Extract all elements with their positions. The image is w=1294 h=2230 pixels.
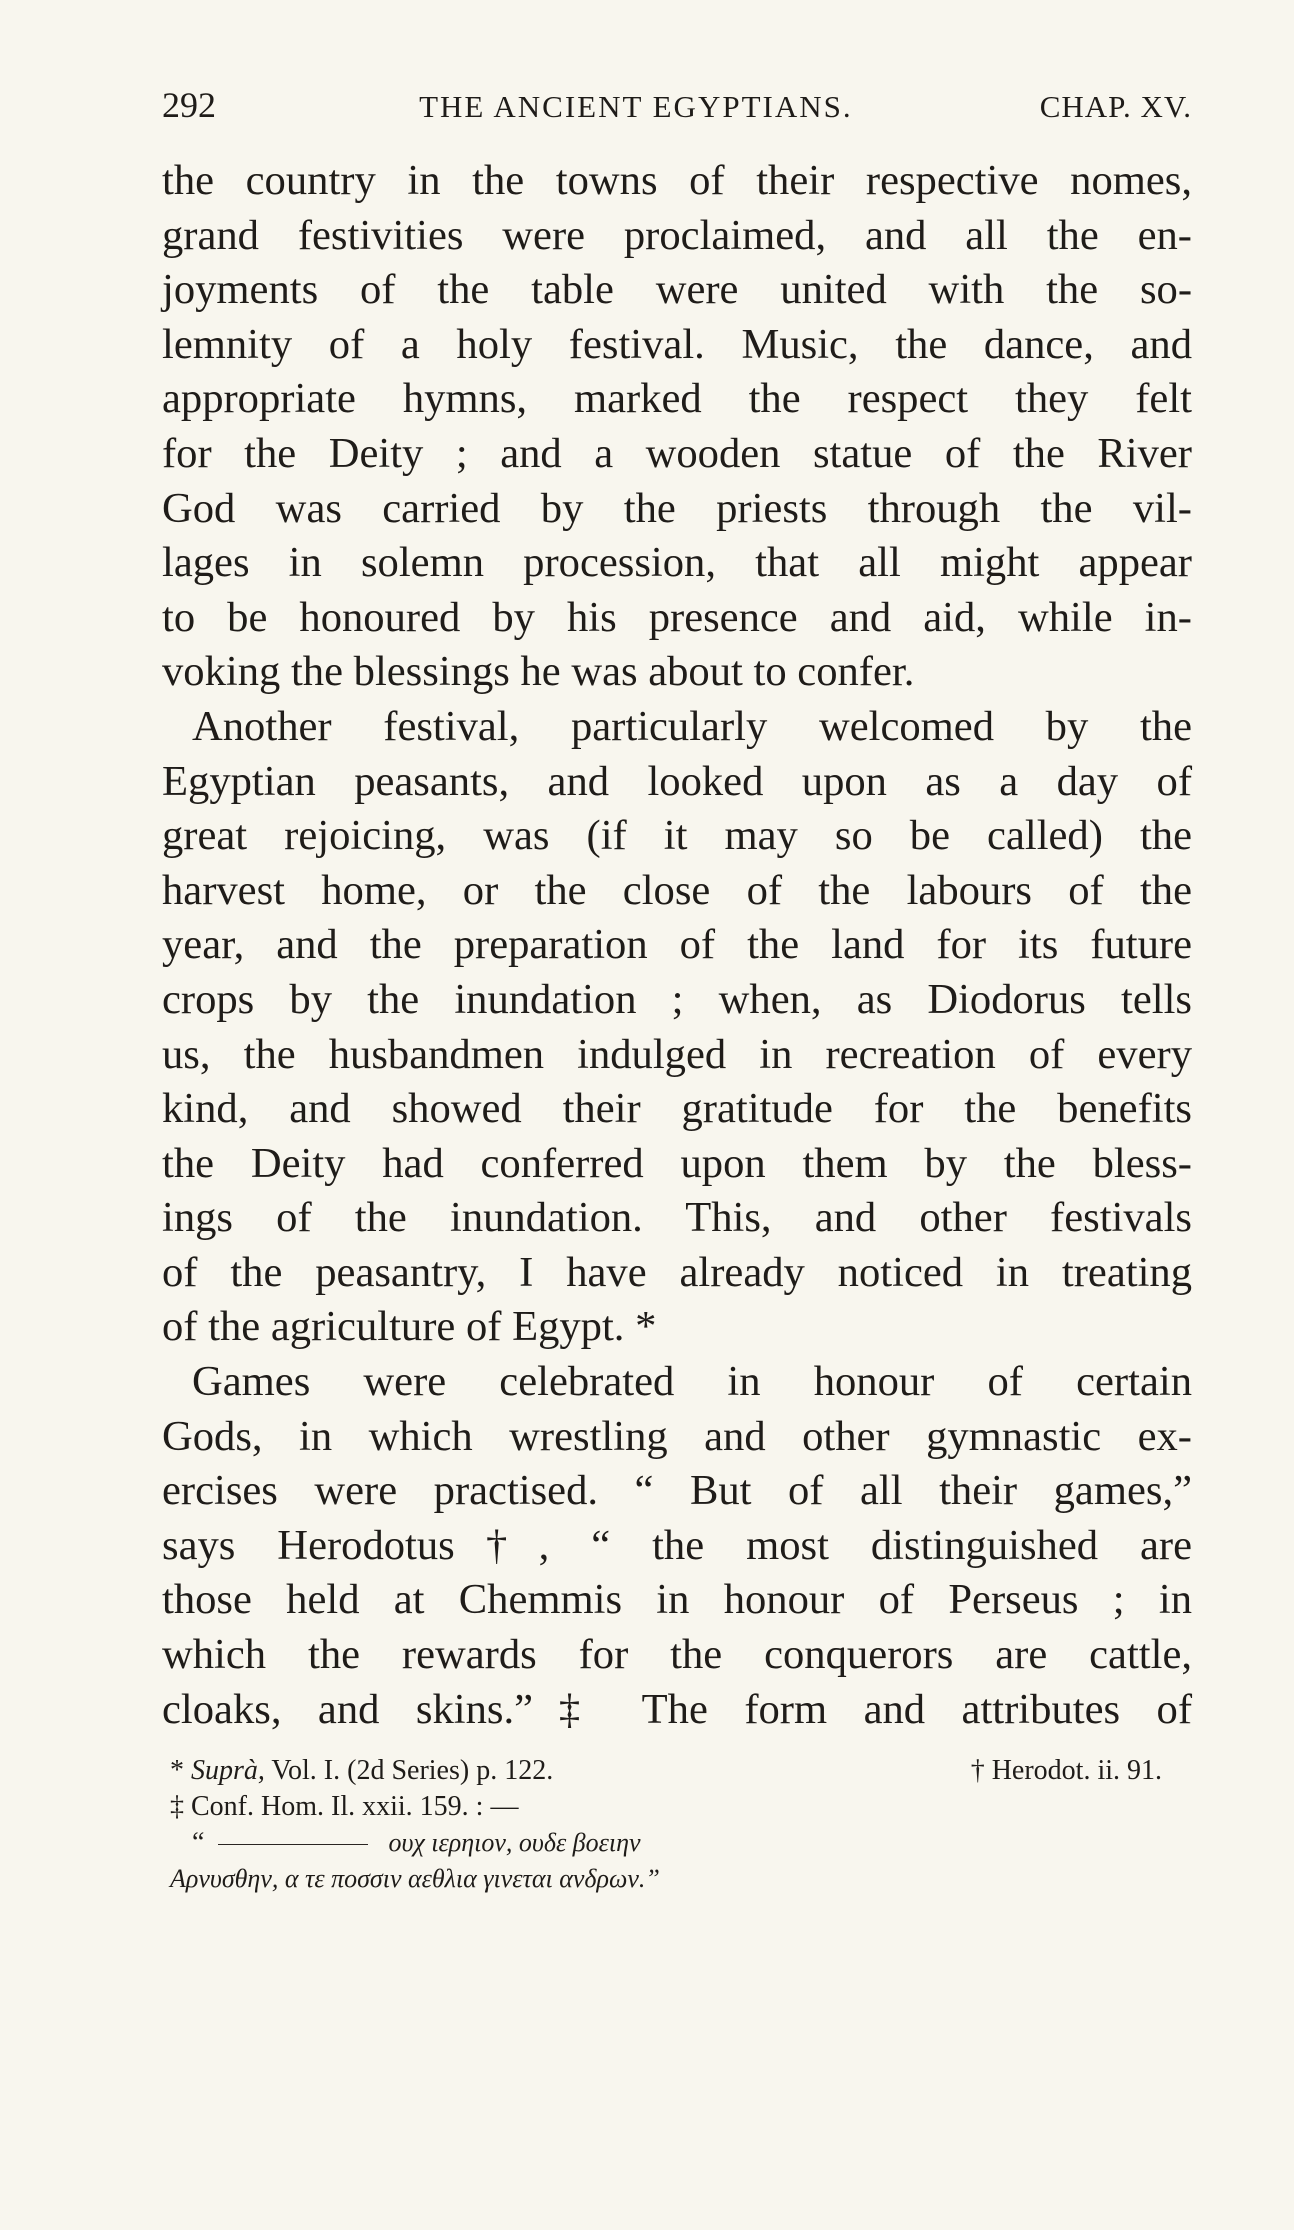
footnote-1 (170, 1753, 553, 1789)
footnote-row (162, 1753, 1192, 1789)
text-line: those held at Chemmis in honour of Perseus ; in (162, 1576, 1192, 1624)
footnote-2: † Herodot. ii. 91. (970, 1755, 1162, 1787)
chapter-label: CHAP. XV. (1039, 89, 1192, 124)
main-text (162, 154, 1192, 1737)
text-line: us, the husbandmen indulged in recreation of every (162, 1030, 1192, 1078)
greek-text: ουχ ιερηιον, ουδε βοειην (388, 1828, 641, 1858)
quote-open: “ (192, 1827, 205, 1859)
text-line: for the Deity ; and a wooden statue of the River (162, 429, 1192, 477)
footnote-marker: * (170, 1755, 184, 1787)
text-line: voking the blessings he was about to confer. (162, 648, 915, 696)
text-line: appropriate hymns, marked the respect they felt (162, 375, 1192, 423)
text-line: of the agriculture of Egypt. * (162, 1303, 657, 1351)
page-number: 292 (162, 85, 216, 125)
text-line: of the peasantry, I have already noticed in treating (162, 1248, 1192, 1296)
greek-quote-line-2: Αρνυσθην, α τε ποσσιν αεθλια γινεται ανδρων.” (170, 1864, 660, 1894)
text-line: joyments of the table were united with the so- (162, 266, 1192, 314)
footnote-text: Vol. I. (2d Series) p. 122. (271, 1755, 554, 1787)
text-line: ercises were practised. “ But of all their games,” (162, 1467, 1192, 1515)
text-line: grand festivities were proclaimed, and all the en- (162, 211, 1192, 259)
text-line: Gods, in which wrestling and other gymnastic ex- (162, 1412, 1192, 1460)
text-line: Games were celebrated in honour of certain (192, 1358, 1192, 1406)
text-line: year, and the preparation of the land for its future (162, 921, 1192, 969)
greek-quote-line-1 (162, 1825, 1192, 1861)
text-line: great rejoicing, was (if it may so be called) the (162, 812, 1192, 860)
text-line: kind, and showed their gratitude for the benefits (162, 1085, 1192, 1133)
text-line: Egyptian peasants, and looked upon as a day of (162, 757, 1192, 805)
text-line: which the rewards for the conquerors are cattle, (162, 1631, 1192, 1679)
dash-rule (218, 1844, 368, 1845)
text-line: Another festival, particularly welcomed by the (192, 702, 1192, 750)
footnote-3: ‡ Conf. Hom. Il. xxii. 159. : — (170, 1791, 519, 1823)
text-line: crops by the inundation ; when, as Diodorus tells (162, 975, 1192, 1023)
text-line: ings of the inundation. This, and other festivals (162, 1194, 1192, 1242)
footnote-italic: Suprà, (191, 1755, 265, 1787)
text-line: the Deity had conferred upon them by the bless- (162, 1139, 1192, 1187)
text-line: the country in the towns of their respective nomes, (162, 157, 1192, 204)
text-line: says Herodotus†, “ the most distinguished are (162, 1521, 1192, 1569)
text-line: to be honoured by his presence and aid, while in- (162, 593, 1192, 641)
running-head (162, 84, 1192, 134)
text-line: lages in solemn procession, that all might appear (162, 539, 1192, 587)
running-title: THE ANCIENT EGYPTIANS. (419, 89, 853, 124)
text-line: cloaks, and skins.”‡ The form and attributes of (162, 1685, 1192, 1733)
text-line: harvest home, or the close of the labours of the (162, 866, 1192, 914)
text-line: God was carried by the priests through the vil- (162, 484, 1192, 532)
text-line: lemnity of a holy festival. Music, the dance, and (162, 320, 1192, 368)
footnotes (162, 1753, 1192, 1897)
